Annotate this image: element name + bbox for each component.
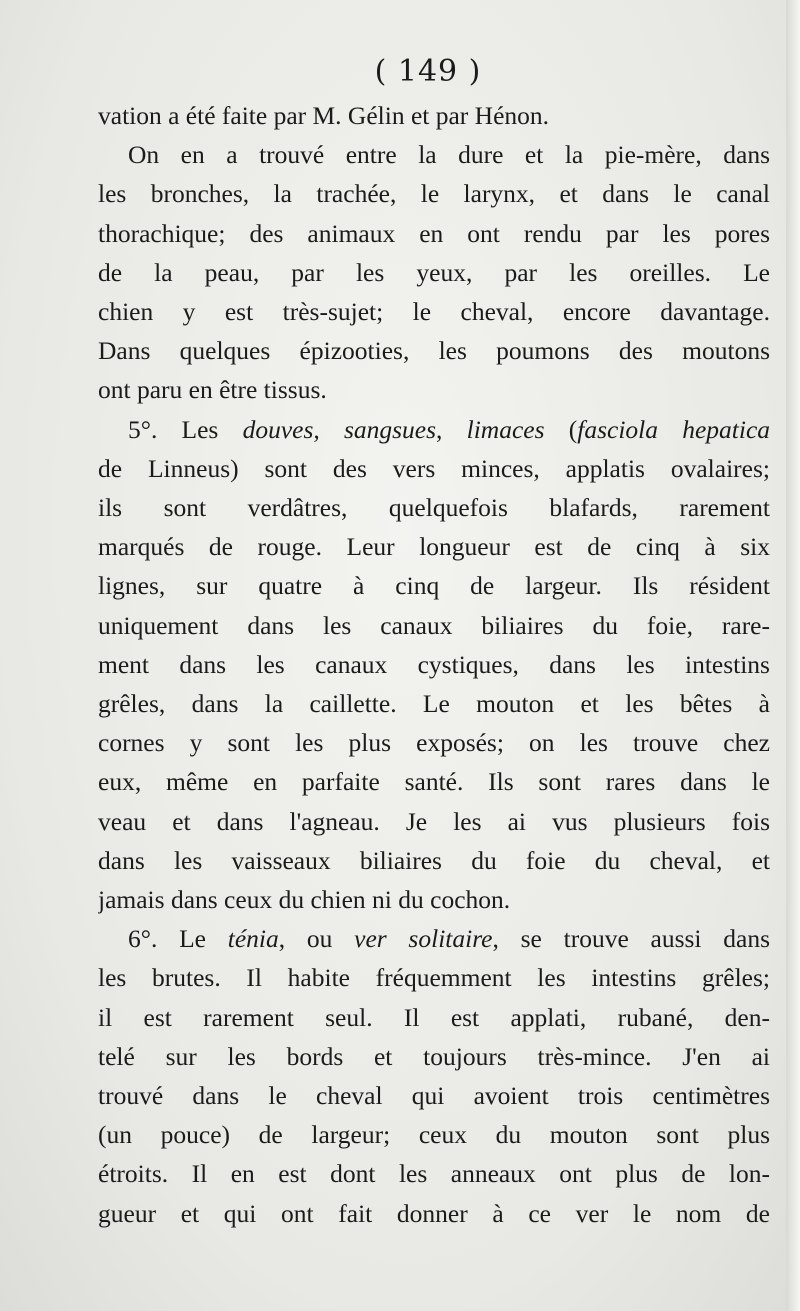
text-line: lignes, sur quatre à cinq de largeur. Ils résident — [98, 571, 770, 601]
italic-term: ver solitaire — [354, 924, 493, 954]
text-line: thorachique; des animaux en ont rendu par les pores — [98, 218, 770, 248]
text-line: (un pouce) de largeur; ceux du mouton sont plus — [98, 1120, 770, 1150]
text-line: telé sur les bords et toujours très-mince. J'en ai — [98, 1041, 770, 1071]
paragraph-5-first-line — [98, 410, 770, 449]
text-line: vation a été faite par M. Gélin et par Hénon. — [98, 101, 550, 130]
text-line: chien y est très-sujet; le cheval, encore davantage. — [98, 297, 770, 327]
body-text — [98, 96, 770, 1233]
text-line: dans les vaisseaux biliaires du foie du cheval, et — [98, 845, 770, 875]
page-number: ( 149 ) — [374, 54, 482, 89]
text-line: cornes y sont les plus exposés; on les trouve chez — [98, 728, 770, 758]
paragraph-5-lead: 5°. Les — [128, 414, 243, 444]
italic-term: fasciola hepatica — [577, 414, 770, 444]
text-line: ont paru en être tissus. — [98, 375, 327, 405]
separator: , ou — [278, 924, 355, 954]
text-line: ment dans les canaux cystiques, dans les intestins — [98, 649, 770, 679]
text-line: il est rarement seul. Il est applati, rubané, den- — [98, 1002, 770, 1032]
text-line: veau et dans l'agneau. Je les ai vus plusieurs fois — [98, 806, 770, 836]
text-line: eux, même en parfaite santé. Ils sont rares dans le — [98, 767, 770, 797]
text-line: les brutes. Il habite fréquemment les intestins grêles; — [98, 963, 770, 993]
page-edge-shadow — [786, 0, 800, 1311]
text-line: On en a trouvé entre la dure et la pie-mère, dans — [128, 140, 770, 170]
text-line: grêles, dans la caillette. Le mouton et les bêtes à — [98, 689, 770, 719]
italic-term: limaces — [466, 414, 545, 444]
paragraph-6-lead: 6°. Le — [128, 924, 228, 954]
text-line: ils sont verdâtres, quelquefois blafards, rarement — [98, 493, 770, 523]
text-line: trouvé dans le cheval qui avoient trois centimètres — [98, 1081, 770, 1111]
separator: , se trouve aussi dans — [492, 924, 770, 954]
text-line: marqués de rouge. Leur longueur est de cinq à six — [98, 532, 770, 562]
paragraph-6-first-line — [98, 919, 770, 958]
text-line: Dans quelques épizooties, les poumons des moutons — [98, 336, 770, 366]
text-line: de la peau, par les yeux, par les oreilles. Le — [98, 257, 770, 287]
separator: , — [436, 414, 467, 444]
italic-term: douves, sangsues — [242, 414, 437, 444]
separator: ( — [544, 414, 578, 444]
text-line: uniquement dans les canaux biliaires du foie, rare- — [98, 610, 770, 640]
text-line: les bronches, la trachée, le larynx, et dans le canal — [98, 179, 770, 209]
text-line: étroits. Il en est dont les anneaux ont plus de lon- — [98, 1159, 770, 1189]
text-line: gueur et qui ont fait donner à ce ver le nom de — [98, 1198, 770, 1228]
text-line: jamais dans ceux du chien ni du cochon. — [98, 885, 511, 915]
text-line: de Linneus) sont des vers minces, applatis ovalaires; — [98, 453, 770, 483]
italic-term: ténia — [227, 924, 279, 954]
